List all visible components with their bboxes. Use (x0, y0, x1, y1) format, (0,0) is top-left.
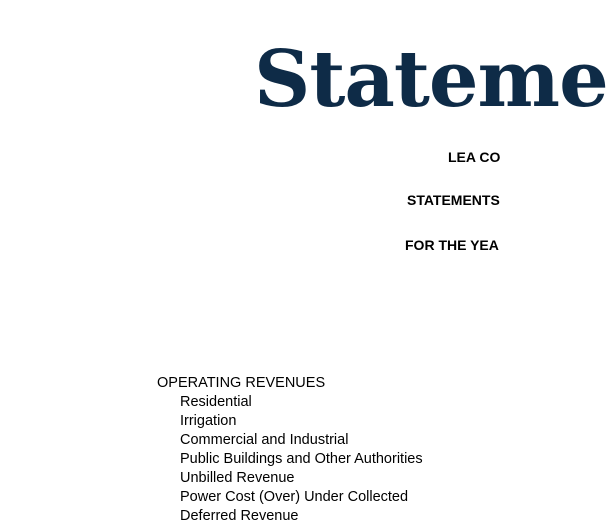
company-name-heading: LEA CO (448, 149, 501, 165)
revenue-line-item: Unbilled Revenue (180, 470, 295, 486)
statements-heading: STATEMENTS (407, 192, 500, 208)
operating-revenues-heading: OPERATING REVENUES (157, 375, 326, 391)
operating-revenues-list (180, 393, 423, 526)
revenue-line-item: Commercial and Industrial (180, 432, 349, 448)
revenue-line-item: Residential (180, 394, 252, 410)
revenue-line-item: Public Buildings and Other Authorities (180, 451, 423, 467)
period-heading: FOR THE YEA (405, 237, 499, 253)
page-title: Stateme (254, 34, 608, 125)
revenue-line-item: Power Cost (Over) Under Collected (180, 489, 409, 505)
revenue-line-item: Irrigation (180, 413, 237, 429)
revenue-line-item: Deferred Revenue (180, 508, 299, 524)
